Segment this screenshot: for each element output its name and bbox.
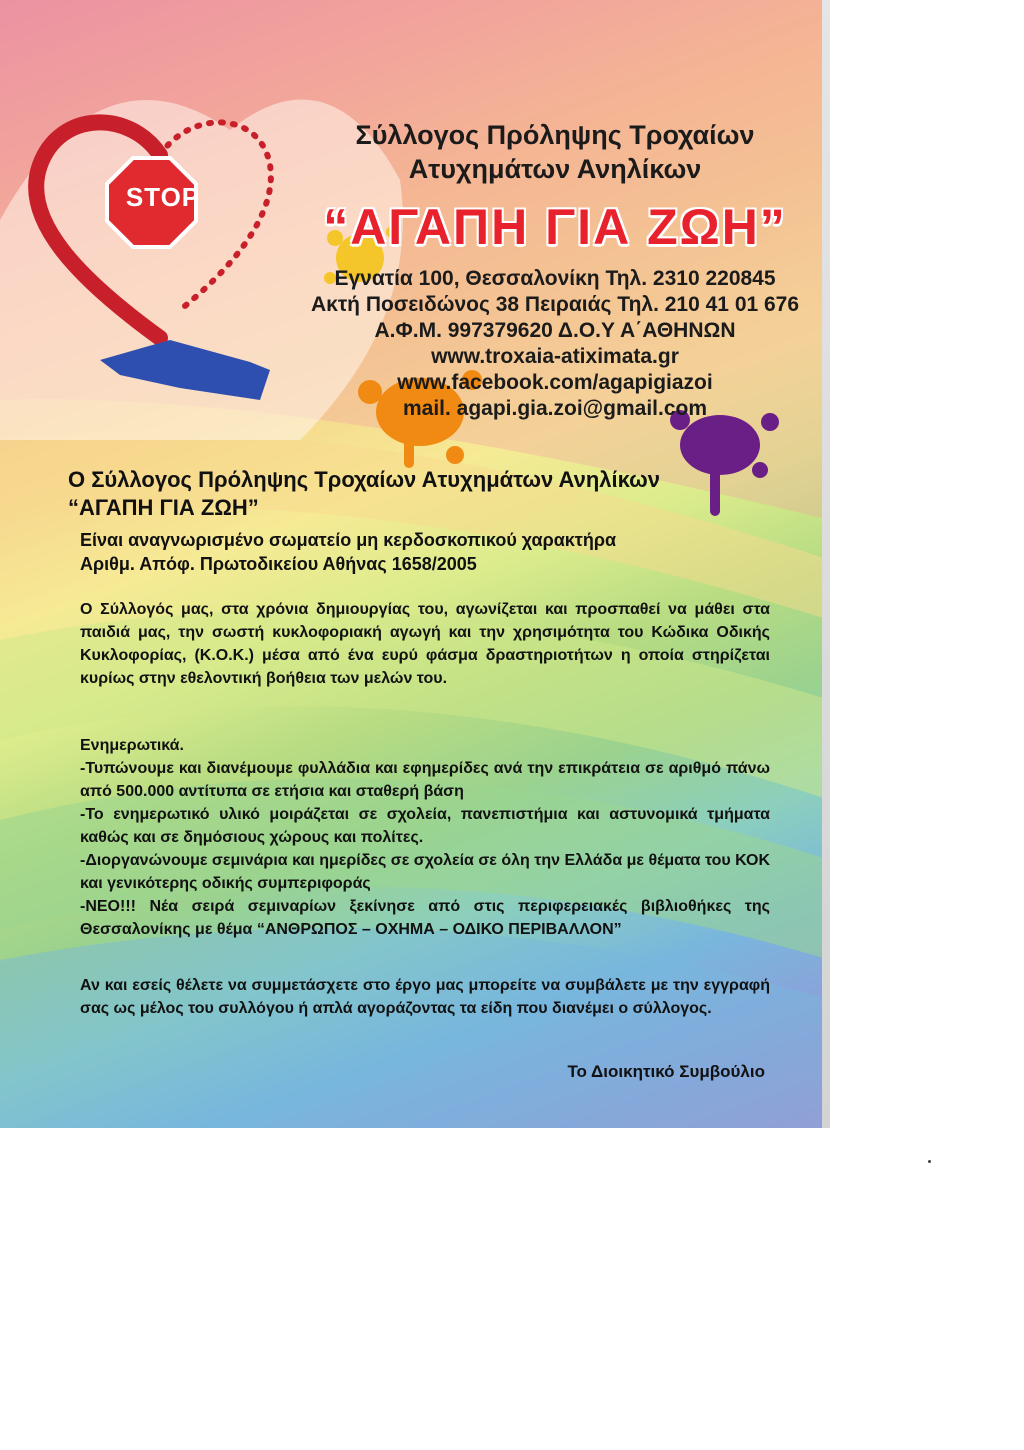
blue-band (0, 928, 830, 1128)
intro-title-line1: Ο Σύλλογος Πρόληψης Τροχαίων Ατυχημάτων Ανηλίκων (68, 467, 660, 492)
page-edge-strip (822, 0, 830, 1128)
intro-title-line2: “ΑΓΑΠΗ ΓΙΑ ΖΩΗ” (68, 495, 259, 520)
activity-item: -ΝΕΟ!!! Νέα σειρά σεμιναρίων ξεκίνησε από στις περιφερειακές βιβλιοθήκες της Θεσσαλονίκης με θέμα “ΑΝΘΡΩΠΟΣ – ΟΧΗΜΑ – ΟΔΙΚΟ ΠΕΡΙΒΑΛΛΟΝ” (80, 898, 770, 938)
stop-label: STOP (125, 182, 201, 212)
hand-icon (100, 340, 270, 400)
recognition-text: Είναι αναγνωρισμένο σωματείο μη κερδοσκοπικού χαρακτήρα (80, 530, 617, 550)
mission-section (80, 598, 770, 690)
activities-heading: Ενημερωτικά. (80, 737, 184, 754)
org-name-line2: Ατυχημάτων Ανηλίκων (408, 154, 702, 184)
address-piraeus: Ακτή Ποσειδώνος 38 Πειραιάς Τηλ. 210 41 01 676 (310, 293, 800, 316)
organization-logo (20, 70, 300, 415)
motto-title: “ΑΓΑΠΗ ΓΙΑ ΖΩΗ” (323, 199, 787, 255)
activities-section (80, 734, 770, 941)
activity-item: -Το ενημερωτικό υλικό μοιράζεται σε σχολεία, πανεπιστήμια και αστυνομικά τμήματα καθώς και σε δημόσιους χώρους και πολίτες. (80, 806, 770, 846)
mission-paragraph: Ο Σύλλογός μας, στα χρόνια δημιουργίας του, αγωνίζεται και προσπαθεί να μάθει στα παιδιά μας, την σωστή κυκλοφοριακή αγωγή και την χρησιμότητα του Κώδικα Οδικής Κυκλοφορίας, (Κ.Ο.Κ.) μέσα από ένα ευρύ φάσμα δραστηριοτήτων η οποία στηρίζεται κυρίως στην εθελοντική βοήθεια των μελών του. (80, 601, 770, 687)
activity-item: -Τυπώνουμε και διανέμουμε φυλλάδια και εφημερίδες ανά την επικράτεια σε αριθμό πάνω από 500.000 αντίτυπα σε ετήσια και σταθερή βάση (80, 760, 770, 800)
logo-graphic (20, 70, 300, 410)
intro-section (68, 466, 770, 576)
header-block (300, 118, 810, 422)
address-thessaloniki: Εγνατία 100, Θεσσαλονίκη Τηλ. 2310 220845 (334, 267, 776, 290)
website-link[interactable]: www.troxaia-atiximata.gr (431, 345, 679, 368)
call-to-action-paragraph: Αν και εσείς θέλετε να συμμετάσχετε στο έργο μας μπορείτε να συμβάλετε με την εγγραφή σας ως μέλος του συλλόγου ή απλά αγοράζοντας τα είδη που διανέμει ο σύλλογος. (80, 977, 770, 1017)
activity-item: -Διοργανώνουμε σεμινάρια και ημερίδες σε σχολεία σε όλη την Ελλάδα με θέματα του ΚΟΚ και γενικότερης οδικής συμπεριφοράς (80, 852, 770, 892)
court-decision-text: Αριθμ. Απόφ. Πρωτοδικείου Αθήνας 1658/2005 (80, 554, 477, 574)
org-name-line1: Σύλλογος Πρόληψης Τροχαίων (355, 120, 755, 150)
email-link[interactable]: mail. agapi.gia.zoi@gmail.com (402, 397, 708, 420)
tax-id: Α.Φ.Μ. 997379620 Δ.Ο.Υ Α΄ΑΘΗΝΩΝ (374, 319, 736, 342)
board-signature: Το Διοικητικό Συμβούλιο (567, 1062, 765, 1081)
scan-speck (928, 1160, 931, 1163)
facebook-link[interactable]: www.facebook.com/agapigiazoi (397, 371, 713, 394)
call-to-action-section (80, 974, 770, 1020)
